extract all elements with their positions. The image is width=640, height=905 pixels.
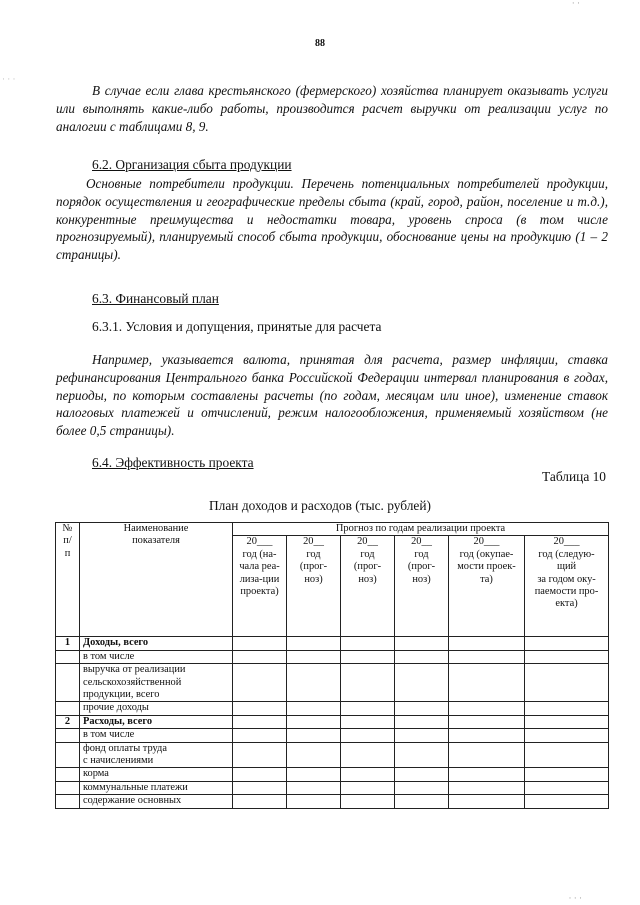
table-row <box>56 729 609 742</box>
row-label: Доходы, всего <box>80 637 233 650</box>
value-cell <box>233 729 287 742</box>
row-number <box>56 729 80 742</box>
row-label: коммунальные платежи <box>80 781 233 794</box>
row-number <box>56 781 80 794</box>
value-cell <box>341 729 395 742</box>
value-cell <box>341 781 395 794</box>
value-cell <box>341 664 395 702</box>
row-number: 2 <box>56 715 80 728</box>
col-name-header: Наименование показателя <box>80 523 233 637</box>
section-6-4-heading: 6.4. Эффективность проекта <box>92 455 254 470</box>
year-header: 20___ год (следую- щий за годом оку- паемости про- екта) <box>525 536 609 637</box>
value-cell <box>341 715 395 728</box>
row-number <box>56 702 80 715</box>
table-row <box>56 742 609 768</box>
table-row <box>56 650 609 663</box>
value-cell <box>233 795 287 808</box>
row-number <box>56 742 80 768</box>
value-cell <box>395 742 449 768</box>
value-cell <box>233 715 287 728</box>
table-row <box>56 795 609 808</box>
value-cell <box>395 768 449 781</box>
value-cell <box>395 781 449 794</box>
value-cell <box>287 768 341 781</box>
value-cell <box>525 664 609 702</box>
value-cell <box>449 637 525 650</box>
table-row <box>56 702 609 715</box>
value-cell <box>449 664 525 702</box>
value-cell <box>525 781 609 794</box>
row-number <box>56 664 80 702</box>
row-label: в том числе <box>80 650 233 663</box>
value-cell <box>525 742 609 768</box>
value-cell <box>341 768 395 781</box>
value-cell <box>287 702 341 715</box>
value-cell <box>341 702 395 715</box>
value-cell <box>525 768 609 781</box>
section-6-3-heading: 6.3. Финансовый план <box>92 291 219 306</box>
year-header: 20__ год (прог- ноз) <box>341 536 395 637</box>
row-number <box>56 768 80 781</box>
value-cell <box>525 795 609 808</box>
row-label: Расходы, всего <box>80 715 233 728</box>
value-cell <box>449 795 525 808</box>
year-header: 20___ год (окупае- мости проек- та) <box>449 536 525 637</box>
value-cell <box>287 715 341 728</box>
scan-artifact: · · <box>571 0 580 8</box>
table-title: План доходов и расходов (тыс. рублей) <box>209 498 431 513</box>
value-cell <box>287 795 341 808</box>
row-label: в том числе <box>80 729 233 742</box>
row-label: фонд оплаты труда с начислениями <box>80 742 233 768</box>
value-cell <box>233 702 287 715</box>
row-label: выручка от реализации сельскохозяйственной продукции, всего <box>80 664 233 702</box>
year-header: 20___ год (на- чала реа- лиза-ции проекта) <box>233 536 287 637</box>
value-cell <box>287 664 341 702</box>
value-cell <box>233 637 287 650</box>
section-6-3-1-heading: 6.3.1. Условия и допущения, принятые для расчета <box>92 319 382 334</box>
table-caption: Таблица 10 <box>542 469 606 484</box>
value-cell <box>395 637 449 650</box>
value-cell <box>233 664 287 702</box>
value-cell <box>449 702 525 715</box>
value-cell <box>525 729 609 742</box>
value-cell <box>341 650 395 663</box>
row-number <box>56 795 80 808</box>
section-6-3-1-text: Например, указывается валюта, принятая для расчета, размер инфляции, ставка рефинансирования Центрального банка Российской Федерации интервал планирования в годах, периоды, по которым составлены расчеты (по годам, месяцам или иное), изменение ставок налоговых платежей и отчислений, режим налогообложения, применяемый хозяйством (не более 0,5 страницы). <box>56 352 608 439</box>
value-cell <box>233 742 287 768</box>
value-cell <box>525 702 609 715</box>
table-row <box>56 664 609 702</box>
value-cell <box>395 715 449 728</box>
table-row <box>56 715 609 728</box>
value-cell <box>525 637 609 650</box>
value-cell <box>395 650 449 663</box>
value-cell <box>287 781 341 794</box>
value-cell <box>233 768 287 781</box>
col-number-header: № п/ п <box>56 523 80 637</box>
table-row <box>56 637 609 650</box>
value-cell <box>449 729 525 742</box>
value-cell <box>287 729 341 742</box>
value-cell <box>395 729 449 742</box>
table-row <box>56 768 609 781</box>
value-cell <box>287 650 341 663</box>
table-row <box>56 781 609 794</box>
value-cell <box>449 781 525 794</box>
row-label: прочие доходы <box>80 702 233 715</box>
year-header: 20__ год (прог- ноз) <box>395 536 449 637</box>
value-cell <box>449 768 525 781</box>
year-header: 20__ год (прог- ноз) <box>287 536 341 637</box>
value-cell <box>341 637 395 650</box>
value-cell <box>525 650 609 663</box>
scan-artifact: · · · <box>2 74 16 84</box>
value-cell <box>233 781 287 794</box>
section-6-2-text: Основные потребители продукции. Перечень потенциальных потребителей продукции, порядок осуществления и географические пределы сбыта (край, город, район, поселение и т.д.), конкурентные преимущества и недостатки товара, уровень спроса (в том числе прогнозируемый), планируемый способ сбыта продукции, обоснование цены на продукцию (1 – 2 страницы). <box>56 176 608 263</box>
value-cell <box>449 742 525 768</box>
value-cell <box>395 702 449 715</box>
row-label: содержание основных <box>80 795 233 808</box>
value-cell <box>233 650 287 663</box>
forecast-header: Прогноз по годам реализации проекта <box>233 523 609 536</box>
value-cell <box>287 637 341 650</box>
value-cell <box>395 795 449 808</box>
row-number: 1 <box>56 637 80 650</box>
page-number: 88 <box>315 38 325 49</box>
row-label: корма <box>80 768 233 781</box>
value-cell <box>525 715 609 728</box>
value-cell <box>341 795 395 808</box>
value-cell <box>341 742 395 768</box>
value-cell <box>449 650 525 663</box>
intro-paragraph: В случае если глава крестьянского (фермерского) хозяйства планирует оказывать услуги или выполнять какие-либо работы, производится расчет выручки от реализации услуг по аналогии с таблицами 8, 9. <box>56 83 608 134</box>
scan-artifact: · · · <box>568 893 582 903</box>
row-number <box>56 650 80 663</box>
value-cell <box>287 742 341 768</box>
income-expense-table <box>55 522 609 809</box>
value-cell <box>449 715 525 728</box>
section-6-2-heading: 6.2. Организация сбыта продукции <box>92 157 292 172</box>
value-cell <box>395 664 449 702</box>
